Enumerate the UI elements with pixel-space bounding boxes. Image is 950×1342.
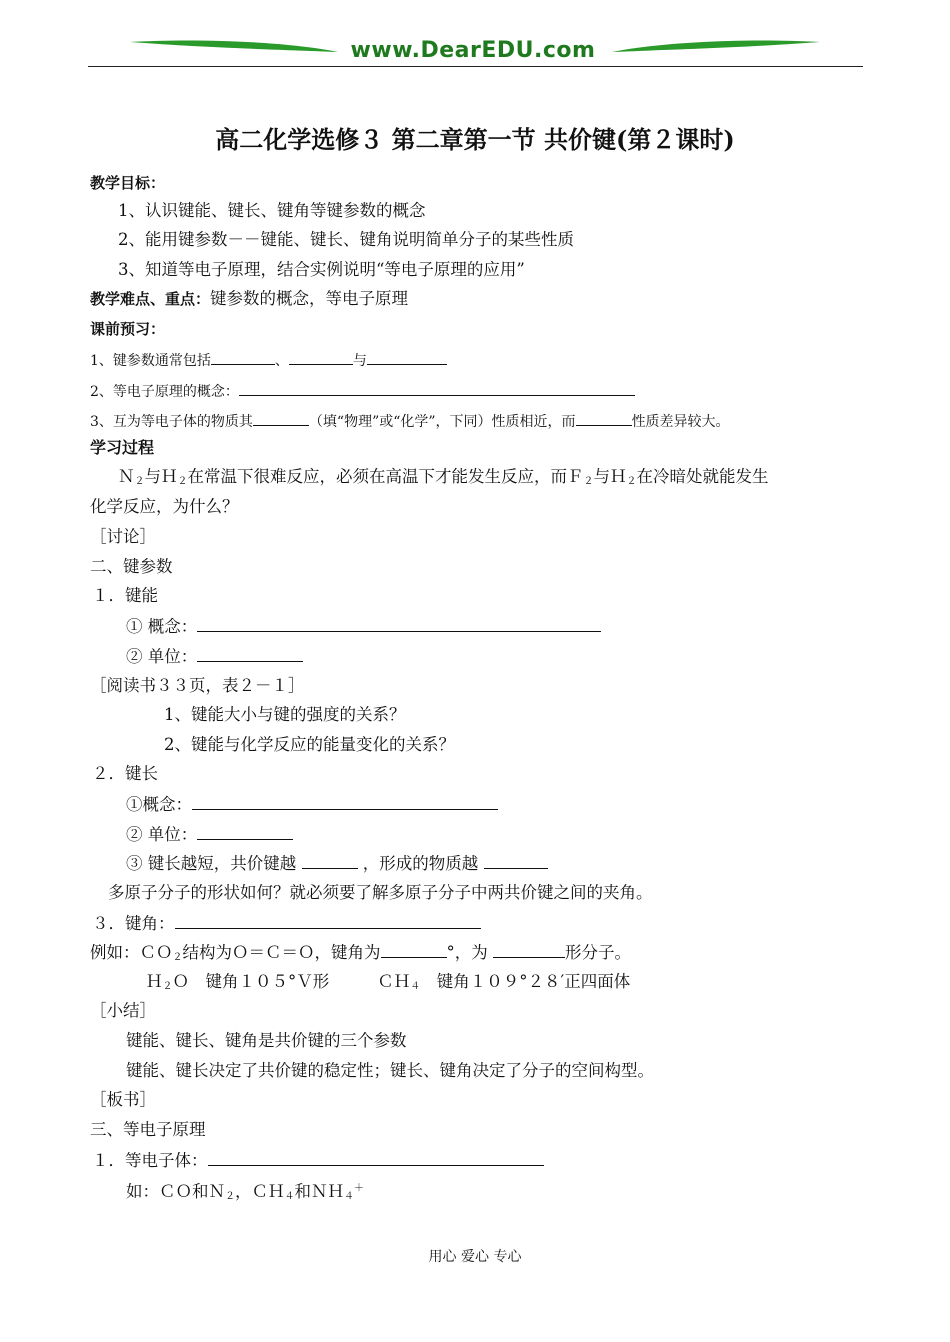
text: 与Ｈ xyxy=(144,467,178,486)
answer-blank[interactable] xyxy=(197,645,303,662)
subscript: ２ xyxy=(134,476,145,487)
answer-blank[interactable] xyxy=(493,941,565,958)
preview-q1-sep: 、 xyxy=(274,353,289,369)
section2-heading: 二、键参数 xyxy=(90,557,173,576)
page-footer: 用心 爱心 专心 xyxy=(428,1249,522,1265)
answer-blank[interactable] xyxy=(211,348,275,365)
text: １．等电子体： xyxy=(92,1151,208,1170)
text: 结构为Ｏ＝Ｃ＝Ｏ，键角为 xyxy=(182,943,381,962)
text: °，为 xyxy=(446,943,488,962)
objective-item: 1、认识键能、键长、键角等键参数的概念 xyxy=(118,201,426,220)
molecule-examples xyxy=(146,971,630,998)
preview-q3-text: （填“物理”或“化学”，下同）性质相近，而 xyxy=(308,414,576,430)
subscript: ２ xyxy=(626,476,637,487)
preview-heading: 课前预习： xyxy=(90,320,166,338)
section3-heading: 三、等电子原理 xyxy=(90,1120,206,1139)
bond-length-heading: ２．键长 xyxy=(92,764,158,783)
text: Ｎ xyxy=(118,467,135,486)
answer-blank[interactable] xyxy=(367,348,447,365)
polyatomic-question: 多原子分子的形状如何？就必须要了解多原子分子中两共价键之间的夹角。 xyxy=(108,883,653,902)
summary-line: 键能、键长决定了共价键的稳定性；键长、键角决定了分子的空间构型。 xyxy=(126,1061,654,1080)
preview-q1-text: 1、键参数通常包括 xyxy=(90,353,211,369)
bond-energy-heading: １．键能 xyxy=(92,586,158,605)
isoelectronic-example xyxy=(126,1178,364,1208)
text: ，ＣＨ xyxy=(235,1182,285,1201)
subscript: ２ xyxy=(172,952,183,963)
key-points-heading: 教学难点、重点： xyxy=(90,290,211,308)
objective-item: 2、能用键参数－－键能、键长、键角说明简单分子的某些性质 xyxy=(118,230,574,249)
preview-q3-text: 3、互为等电子体的物质其 xyxy=(90,414,253,430)
answer-blank[interactable] xyxy=(253,409,309,426)
text: ＣＨ xyxy=(377,972,411,991)
text: ① 概念： xyxy=(126,617,198,636)
text: ，形成的物质越 xyxy=(362,854,479,873)
header-rule xyxy=(88,66,863,67)
board-label: ［板书］ xyxy=(90,1090,156,1109)
answer-blank[interactable] xyxy=(239,379,635,396)
subscript: ４ xyxy=(344,1191,354,1202)
bond-angle-example xyxy=(90,941,631,969)
superscript: ＋ xyxy=(354,1183,364,1194)
preview-q3-text: 性质差异较大。 xyxy=(631,414,730,430)
page-title: 高二化学选修３ 第二章第一节 共价键(第２课时) xyxy=(215,125,735,154)
process-intro-line2: 化学反应，为什么？ xyxy=(90,497,239,516)
answer-blank[interactable] xyxy=(381,941,447,958)
subscript: ４ xyxy=(410,981,421,992)
answer-blank[interactable] xyxy=(289,348,353,365)
subscript: ２ xyxy=(177,476,188,487)
preview-q2-text: 2、等电子原理的概念： xyxy=(90,384,239,400)
site-logo-text: www.DearEDU.com xyxy=(350,38,596,63)
answer-blank[interactable] xyxy=(208,1149,544,1166)
text: ② 单位： xyxy=(126,647,198,666)
text: 键角１０９°２８′正四面体 xyxy=(420,972,631,991)
subscript: ２ xyxy=(225,1191,235,1202)
answer-blank[interactable] xyxy=(192,793,498,810)
preview-q3 xyxy=(90,409,730,433)
preview-q1 xyxy=(90,348,447,372)
answer-blank[interactable] xyxy=(484,852,548,869)
bond-energy-concept xyxy=(126,615,601,638)
text: ①概念： xyxy=(126,795,192,814)
subscript: ２ xyxy=(162,981,173,992)
text: Ｈ xyxy=(146,972,163,991)
summary-line: 键能、键长、键角是共价键的三个参数 xyxy=(126,1031,407,1050)
answer-blank[interactable] xyxy=(197,823,293,840)
process-heading: 学习过程 xyxy=(90,438,155,457)
bond-length-unit xyxy=(126,823,293,846)
text: 在常温下很难反应，必须在高温下才能发生反应，而Ｆ xyxy=(187,467,584,486)
bond-length-note xyxy=(126,852,548,875)
summary-label: ［小结］ xyxy=(90,1001,156,1020)
reading-note: ［阅读书３３页，表２－１］ xyxy=(90,676,305,695)
text: Ｏ 键角１０５°Ｖ形 xyxy=(172,972,330,991)
text: 和ＮＨ xyxy=(294,1182,344,1201)
text: ③ 键长越短，共价键越 xyxy=(126,854,297,873)
objective-item: 3、知道等电子原理，结合实例说明“等电子原理的应用” xyxy=(118,260,525,279)
text: 例如：ＣＯ xyxy=(90,943,173,962)
process-intro xyxy=(118,466,769,493)
bond-energy-unit xyxy=(126,645,303,668)
objectives-heading: 教学目标： xyxy=(90,174,166,192)
text: 与Ｈ xyxy=(593,467,627,486)
text: 形分子。 xyxy=(565,943,631,962)
reading-question: 2、键能与化学反应的能量变化的关系？ xyxy=(164,735,455,754)
answer-blank[interactable] xyxy=(175,912,481,929)
bond-length-concept xyxy=(126,793,498,816)
key-points-text: 键参数的概念，等电子原理 xyxy=(210,289,409,308)
key-points xyxy=(90,288,408,310)
isoelectronic-heading xyxy=(92,1149,544,1172)
answer-blank[interactable] xyxy=(302,852,358,869)
answer-blank[interactable] xyxy=(576,409,632,426)
text: 如：ＣＯ和Ｎ xyxy=(126,1182,225,1201)
subscript: ４ xyxy=(284,1191,295,1202)
reading-question: 1、键能大小与键的强度的关系？ xyxy=(164,705,406,724)
text: 在冷暗处就能发生 xyxy=(636,467,769,486)
text: ３．键角： xyxy=(92,914,175,933)
discussion-label: ［讨论］ xyxy=(90,527,156,546)
text: ② 单位： xyxy=(126,825,198,844)
bond-angle-heading xyxy=(92,912,481,935)
preview-q1-and: 与 xyxy=(352,353,367,369)
preview-q2 xyxy=(90,379,635,403)
answer-blank[interactable] xyxy=(197,615,601,632)
subscript: ２ xyxy=(583,476,594,487)
